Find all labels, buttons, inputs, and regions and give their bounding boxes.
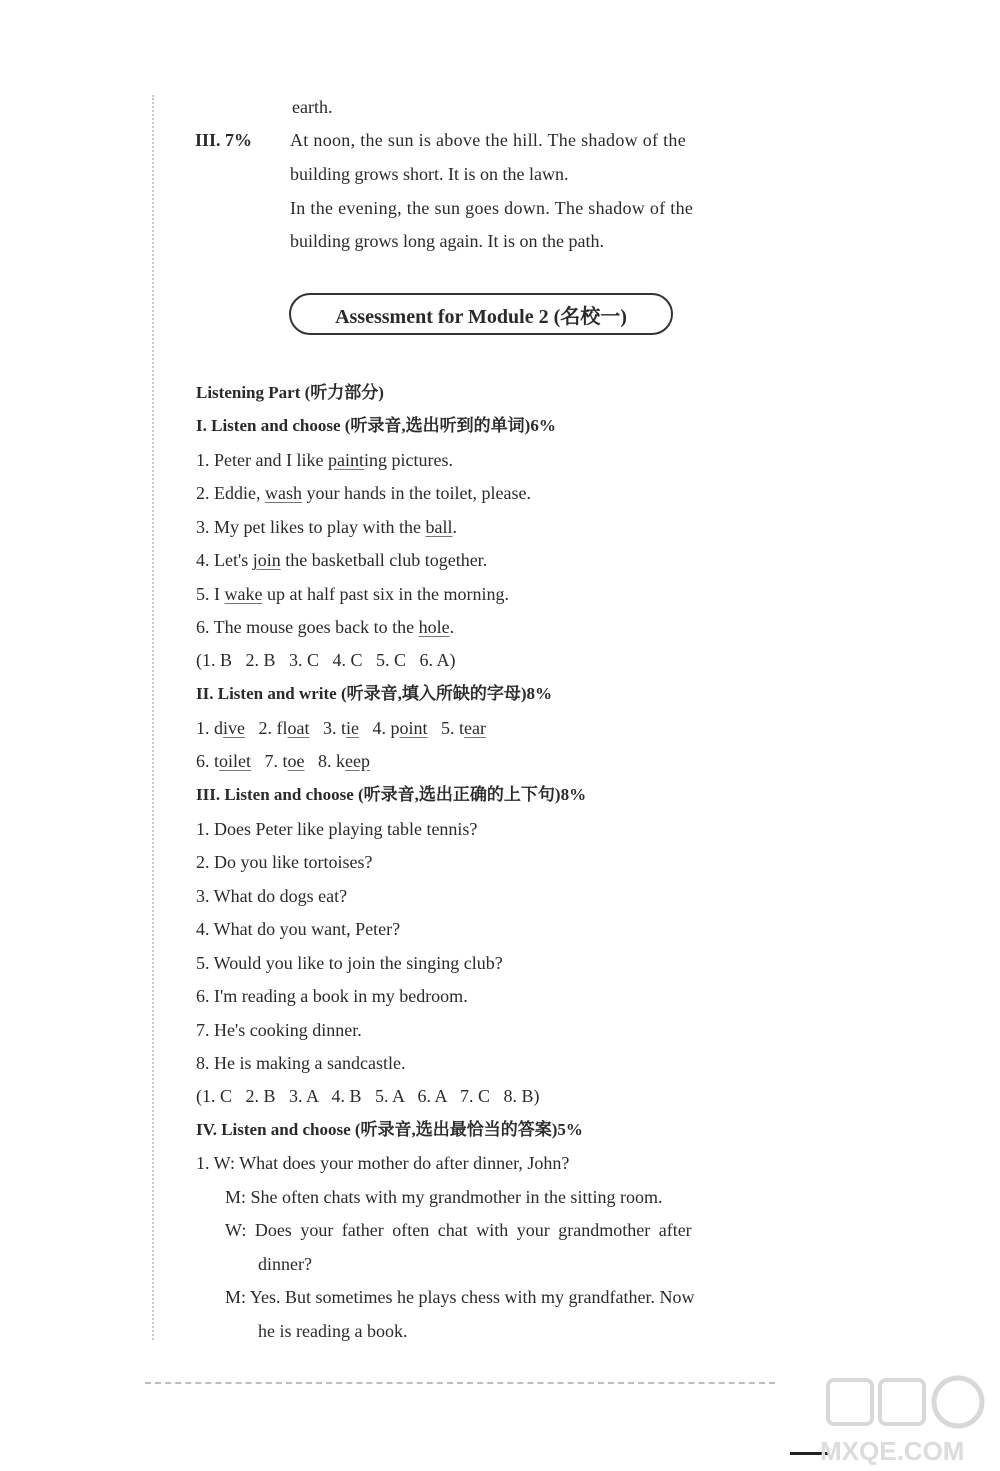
list-item: 2. Do you like tortoises? [196, 852, 373, 872]
dialogue-line: he is reading a book. [258, 1321, 408, 1341]
list-item: 5. Would you like to join the singing club? [196, 953, 503, 973]
sentence-5: 5. I wake up at half past six in the morning. [196, 584, 509, 604]
section-heading: II. Listen and write (听录音,填入所缺的字母)8% [196, 684, 553, 703]
list-item: 8. He is making a sandcastle. [196, 1053, 406, 1073]
word-row-2: 6. toilet 7. toe 8. keep [196, 751, 371, 771]
sentence-4: 4. Let's join the basketball club together. [196, 550, 488, 570]
list-item: 7. He's cooking dinner. [196, 1020, 362, 1040]
watermark-text: MXQE.COM [820, 1436, 965, 1466]
section-number: III. 7% [195, 130, 253, 150]
section-heading: I. Listen and choose (听录音,选出听到的单词)6% [196, 416, 556, 435]
text-line: earth. [292, 97, 333, 117]
text-line: At noon, the sun is above the hill. The shadow of the [290, 130, 687, 150]
list-item: 1. Does Peter like playing table tennis? [196, 819, 478, 839]
section-heading: III. Listen and choose (听录音,选出正确的上下句)8% [196, 785, 587, 804]
module-title: Assessment for Module 2 (名校一) [289, 293, 673, 335]
margin-dotted-line [152, 95, 154, 1340]
part-heading: Listening Part (听力部分) [196, 383, 384, 402]
dialogue-line: dinner? [258, 1254, 312, 1274]
dialogue-line: M: Yes. But sometimes he plays chess with my grandfather. Now [225, 1287, 695, 1307]
list-item: 4. What do you want, Peter? [196, 919, 401, 939]
text-line: building grows short. It is on the lawn. [290, 164, 569, 184]
watermark-logo [820, 1372, 995, 1467]
sentence-2: 2. Eddie, wash your hands in the toilet, please. [196, 483, 531, 503]
dialogue-line: W: Does your father often chat with your grandmother after [225, 1220, 692, 1240]
answer-key: (1. B 2. B 3. C 4. C 5. C 6. A) [196, 650, 456, 670]
sentence-3: 3. My pet likes to play with the ball. [196, 517, 457, 537]
dialogue-line: M: She often chats with my grandmother in the sitting room. [225, 1187, 663, 1207]
sentence-1: 1. Peter and I like painting pictures. [196, 450, 453, 470]
dialogue-line: 1. W: What does your mother do after dinner, John? [196, 1153, 570, 1173]
list-item: 6. I'm reading a book in my bedroom. [196, 986, 468, 1006]
text-line: In the evening, the sun goes down. The shadow of the [290, 198, 694, 218]
footer-rule [145, 1382, 775, 1384]
answer-key: (1. C 2. B 3. A 4. B 5. A 6. A 7. C 8. B) [196, 1086, 540, 1106]
list-item: 3. What do dogs eat? [196, 886, 348, 906]
section-heading: IV. Listen and choose (听录音,选出最恰当的答案)5% [196, 1120, 583, 1139]
sentence-6: 6. The mouse goes back to the hole. [196, 617, 455, 637]
word-row-1: 1. dive 2. float 3. tie 4. point 5. tear [196, 718, 487, 738]
text-line: building grows long again. It is on the path. [290, 231, 604, 251]
